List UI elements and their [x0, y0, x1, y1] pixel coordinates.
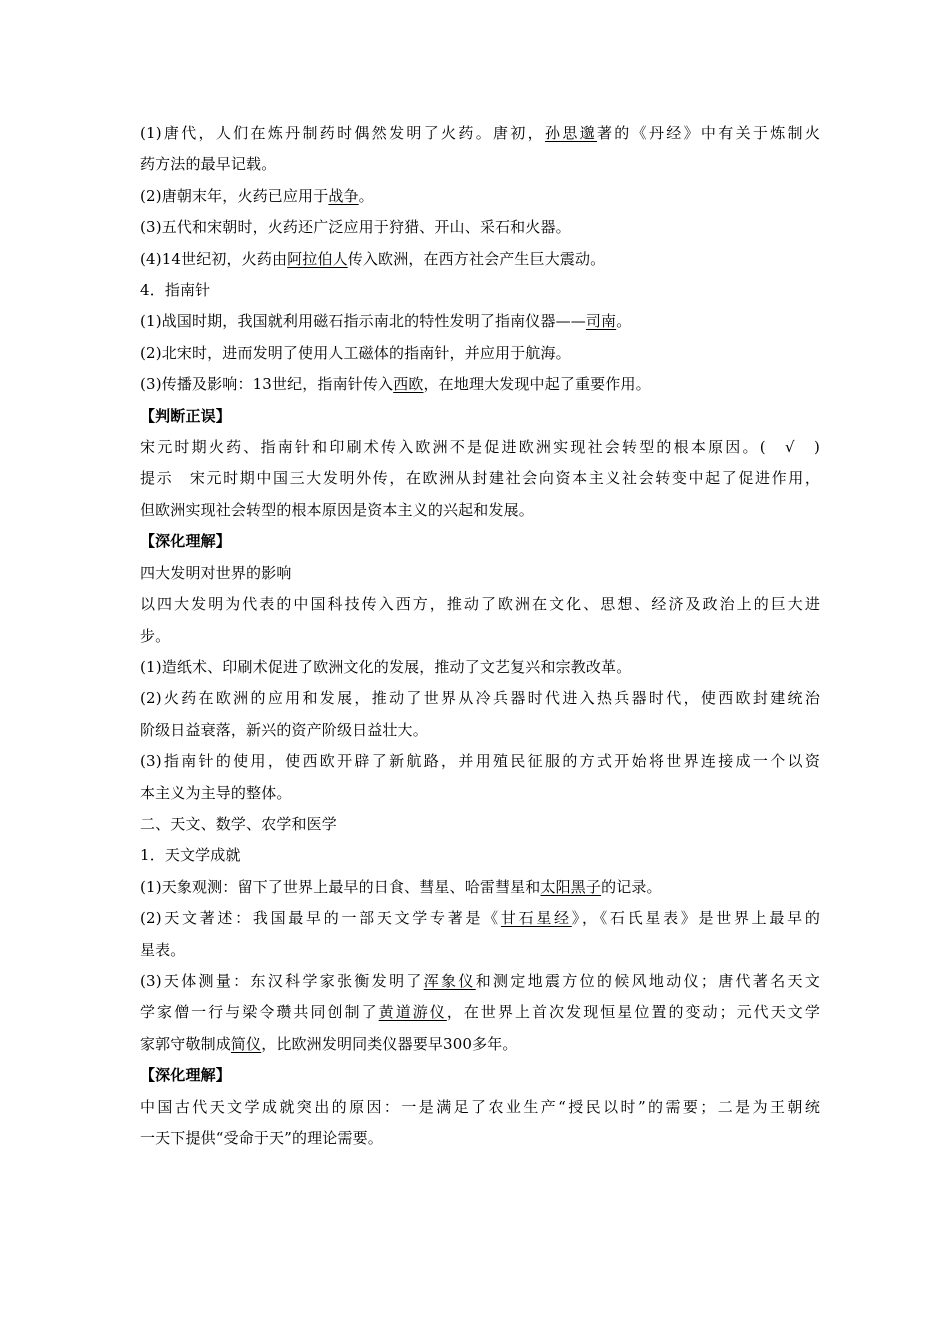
text-segment: 的记录。 [601, 877, 662, 896]
text-segment: 【判断正误】 [140, 406, 231, 425]
text-line [140, 306, 820, 337]
text-segment: (1)造纸术、印刷术促进了欧洲文化的发展，推动了文艺复兴和宗教改革。 [140, 657, 632, 676]
text-segment: 家郭守敬制成 [140, 1034, 231, 1053]
text-line [140, 589, 820, 620]
underlined-answer: 太阳黑子 [540, 877, 602, 896]
text-segment: 以四大发明为代表的中国科技传入西方，推动了欧洲在文化、思想、经济及政治上的巨大进 [140, 595, 820, 614]
text-segment: 宋元时期火药、指南针和印刷术传入欧洲不是促进欧洲实现社会转型的根本原因。( √ ) [140, 438, 820, 457]
section-heading [140, 526, 820, 557]
text-line [140, 558, 820, 589]
text-line [140, 244, 820, 275]
text-segment: 著的《丹经》中有关于炼制火 [596, 124, 821, 142]
text-segment: (2)天文著述：我国最早的一部天文学专著是《 [140, 909, 501, 928]
text-segment: 本主义为主导的整体。 [140, 783, 292, 802]
text-line [140, 369, 820, 400]
underlined-answer: 阿拉伯人 [287, 249, 348, 268]
text-line [140, 495, 820, 526]
text-line [140, 621, 820, 652]
text-line [140, 1092, 820, 1123]
underlined-answer: 甘石星经 [500, 909, 572, 928]
text-segment: 药方法的最早记载。 [140, 155, 277, 174]
text-segment: ，比欧洲发明同类仪器要早300多年。 [261, 1034, 518, 1053]
text-segment: (2)火药在欧洲的应用和发展，推动了世界从冷兵器时代进入热兵器时代，使西欧封建统治 [140, 689, 820, 708]
text-line [140, 212, 820, 243]
text-segment: ，在世界上首次发现恒星位置的变动；元代天文学 [446, 1003, 820, 1022]
text-segment: 和测定地震方位的候风地动仪；唐代著名天文 [475, 971, 820, 990]
text-segment: (1)战国时期，我国就利用磁石指示南北的特性发明了指南仪器—— [140, 312, 586, 331]
text-segment: 二、天文、数学、农学和医学 [140, 814, 337, 833]
text-line [140, 1123, 820, 1154]
text-segment: 4．指南针 [140, 281, 211, 300]
text-segment: 1．天文学成就 [140, 846, 241, 865]
text-segment: (2)唐朝末年，火药已应用于 [140, 186, 329, 205]
text-segment: 步。 [140, 626, 171, 645]
underlined-answer: 司南 [585, 312, 617, 331]
text-line [140, 935, 820, 966]
section-heading [140, 1060, 820, 1091]
text-segment: 一天下提供“受命于天”的理论需要。 [140, 1129, 383, 1147]
underlined-answer: 孙思邈 [545, 124, 597, 142]
text-line [140, 966, 820, 997]
text-segment: 传入欧洲，在西方社会产生巨大震动。 [347, 249, 606, 268]
text-segment: (3)天体测量：东汉科学家张衡发明了 [140, 971, 424, 990]
text-line [140, 463, 820, 494]
underlined-answer: 西欧 [393, 375, 424, 394]
text-line [140, 809, 820, 840]
text-segment: (1)天象观测：留下了世界上最早的日食、彗星、哈雷彗星和 [140, 877, 541, 896]
underlined-answer: 黄道游仪 [378, 1003, 447, 1022]
text-segment: 星表。 [140, 940, 186, 959]
text-segment: (4)14世纪初，火药由 [140, 249, 288, 268]
text-line [140, 432, 820, 463]
section-heading [140, 401, 820, 432]
text-line [140, 683, 820, 714]
text-segment: 四大发明对世界的影响 [140, 563, 292, 582]
underlined-answer: 战争 [328, 186, 359, 205]
text-segment: ，在地理大发现中起了重要作用。 [423, 375, 651, 394]
text-line [140, 840, 820, 871]
text-segment: 提示 宋元时期中国三大发明外传，在欧洲从封建社会向资本主义社会转变中起了促进作用， [140, 469, 820, 488]
text-segment: 》，《石氏星表》是世界上最早的 [571, 909, 820, 928]
text-line [140, 1029, 820, 1060]
text-line [140, 118, 820, 149]
text-segment: 但欧洲实现社会转型的根本原因是资本主义的兴起和发展。 [140, 500, 534, 519]
underlined-answer: 简仪 [230, 1034, 262, 1053]
text-segment: (3)传播及影响：13世纪，指南针传入 [140, 375, 394, 394]
text-line [140, 778, 820, 809]
document-body [140, 118, 820, 1154]
text-line [140, 903, 820, 934]
text-segment: (2)北宋时，进而发明了使用人工磁体的指南针，并应用于航海。 [140, 343, 571, 362]
text-line [140, 997, 820, 1028]
text-line [140, 715, 820, 746]
text-line [140, 872, 820, 903]
text-line [140, 652, 820, 683]
text-line [140, 149, 820, 180]
text-segment: 。 [358, 186, 374, 205]
text-segment: 阶级日益衰落，新兴的资产阶级日益壮大。 [140, 720, 428, 739]
text-line [140, 275, 820, 306]
underlined-answer: 浑象仪 [423, 971, 476, 990]
text-segment: 。 [616, 312, 632, 331]
text-segment: 中国古代天文学成就突出的原因：一是满足了农业生产“授民以时”的需要；二是为王朝统 [140, 1097, 820, 1116]
text-segment: (3)指南针的使用，使西欧开辟了新航路，并用殖民征服的方式开始将世界连接成一个以资 [140, 752, 820, 771]
text-segment: (3)五代和宋朝时，火药还广泛应用于狩猎、开山、采石和火器。 [140, 218, 571, 237]
text-line [140, 181, 820, 212]
text-segment: 【深化理解】 [140, 1066, 231, 1085]
text-line [140, 338, 820, 369]
text-line [140, 746, 820, 777]
text-segment: (1)唐代，人们在炼丹制药时偶然发明了火药。唐初， [140, 124, 545, 142]
text-segment: 学家僧一行与梁令瓒共同创制了 [140, 1003, 379, 1022]
text-segment: 【深化理解】 [140, 532, 231, 551]
